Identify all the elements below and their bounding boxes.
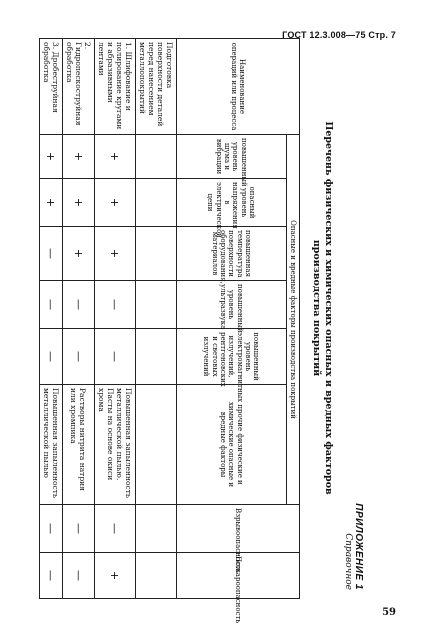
cell-explosion: — xyxy=(94,505,135,553)
cell-noise: + xyxy=(62,135,94,179)
header-ultrasound: повышенный уровень ультразвука xyxy=(176,281,286,329)
header-voltage: опасный уровень напряжения в электрической цепи xyxy=(176,179,286,227)
row-operation: 1. Шлифование и полирование кругами и абразивными лентами xyxy=(94,39,135,135)
cell-voltage: + xyxy=(39,179,62,227)
factors-table xyxy=(39,38,300,624)
page-header: ГОСТ 12.3.008—75 Стр. 7 xyxy=(282,30,396,40)
row-operation: 3. Дробеструйная обработка xyxy=(39,39,62,135)
header-factors-group: Опасные и вредные факторы производства покрытий xyxy=(286,135,299,505)
cell-noise: + xyxy=(94,135,135,179)
cell-temperature: + xyxy=(94,227,135,281)
appendix-block xyxy=(343,503,364,590)
table-title xyxy=(310,58,334,558)
header-chemical: прочие физические и химические опасные и вредные факторы xyxy=(176,385,286,505)
cell-chemical: Растворы нитрита натрия или хромпика xyxy=(62,385,94,505)
table-row xyxy=(39,39,62,599)
cell-chemical: Повышенная запыленность металлической пылью xyxy=(39,385,62,505)
header-operation: Наименование операций или процесса xyxy=(176,39,299,135)
table-title-line1: Перечень физических и химических опасных и вредных факторов xyxy=(323,121,334,495)
header-noise: повышенный уровень шума и вибрации xyxy=(176,135,286,179)
cell-chemical: Повышенная запыленность металлической пылью. Пасты на основе окиси хрома xyxy=(94,385,135,505)
cell-noise: + xyxy=(39,135,62,179)
header-fire: Пожароопасность xyxy=(176,553,299,599)
cell-temperature: + xyxy=(62,227,94,281)
rotated-content xyxy=(40,38,364,624)
cell-radiation: — xyxy=(62,329,94,385)
cell-fire: — xyxy=(62,553,94,599)
cell-radiation: — xyxy=(94,329,135,385)
header-explosion: Взрывоопасность xyxy=(176,505,299,553)
cell-voltage: + xyxy=(62,179,94,227)
row-operation: 2. Гидропескоструйная обработка xyxy=(62,39,94,135)
header-temperature: повышенная температура поверхности оборудования, материалов xyxy=(176,227,286,281)
cell-ultrasound: — xyxy=(62,281,94,329)
cell-voltage: + xyxy=(94,179,135,227)
cell-ultrasound: — xyxy=(39,281,62,329)
table-row xyxy=(62,39,94,599)
table-row xyxy=(94,39,135,599)
cell-radiation: — xyxy=(39,329,62,385)
cell-temperature: — xyxy=(39,227,62,281)
header-radiation: повышенный уровень электромагнитных излучений, рентгеновских и световых излучений xyxy=(176,329,286,385)
table-title-line2: производства покрытий xyxy=(311,239,323,377)
section-heading: Подготовка поверхности деталей перед нанесением металлопокрытий xyxy=(135,39,176,135)
cell-fire: — xyxy=(39,553,62,599)
cell-ultrasound: — xyxy=(94,281,135,329)
page-number: 59 xyxy=(382,607,396,618)
cell-explosion: — xyxy=(39,505,62,553)
cell-explosion: — xyxy=(62,505,94,553)
cell-fire: + xyxy=(94,553,135,599)
appendix-subtitle: Справочное xyxy=(343,533,353,590)
appendix-title: ПРИЛОЖЕНИЕ 1 xyxy=(353,503,364,590)
